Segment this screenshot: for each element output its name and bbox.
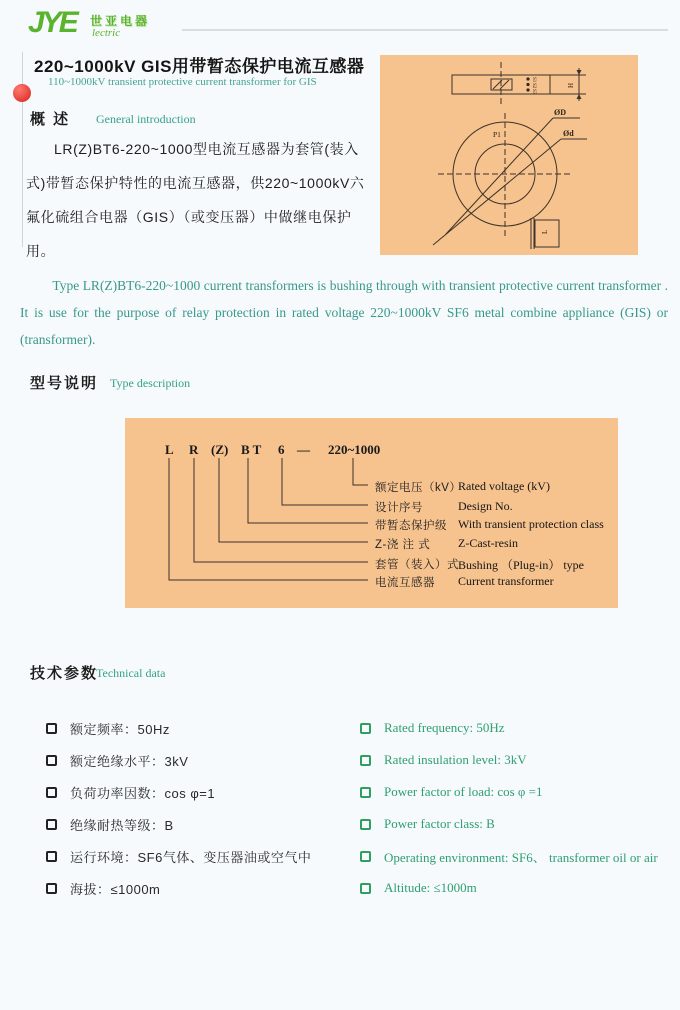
company-logo <box>28 6 198 46</box>
tech-text: Power factor of load: cos φ =1 <box>384 784 543 799</box>
model-token-l: L <box>165 442 174 457</box>
tech-item-cn-power-factor <box>46 776 346 808</box>
type-label-en-current-transformer: Current transformer <box>458 574 554 588</box>
model-token-dash: — <box>297 442 310 457</box>
section-tech-title-cn: 技术参数 <box>30 665 99 682</box>
checkbox-icon <box>360 851 371 862</box>
tech-text: Rated frequency: 50Hz <box>384 720 505 735</box>
section-tech-title-en: Technical data <box>96 666 166 680</box>
terminal-label-s2: S2 <box>531 83 536 89</box>
tech-text: 额定频率：50Hz <box>70 721 170 737</box>
tech-text: Power factor class: B <box>384 816 495 831</box>
checkbox-icon <box>46 723 57 734</box>
tech-text: 海拔：≤1000m <box>70 881 161 897</box>
type-designation-panel <box>125 418 618 608</box>
type-label-cn-bushing: 套管（装入）式 <box>375 559 459 571</box>
type-label-en-transient-class: With transient protection class <box>458 517 604 531</box>
tech-item-en-altitude <box>360 872 675 904</box>
tech-text: Altitude: ≤1000m <box>384 880 477 895</box>
logo-script-text: lectric <box>92 27 121 39</box>
logo-mark: JYE <box>28 6 76 39</box>
checkbox-icon <box>46 755 57 766</box>
checkbox-icon <box>46 851 57 862</box>
page-title: 220~1000kV GIS用带暂态保护电流互感器 <box>34 57 365 76</box>
intro-paragraph-cn: LR(Z)BT6-220~1000型电流互感器为套管(装入式)带暂态保护特性的电流互感器，供220~1000kV六氟化硫组合电器（GIS）（或变压器）中做继电保护用。 <box>26 141 365 259</box>
type-label-en-design-no: Design No. <box>458 499 513 513</box>
tech-item-en-insulation <box>360 744 675 776</box>
checkbox-icon <box>46 787 57 798</box>
type-label-en-rated-voltage: Rated voltage (kV) <box>458 479 550 493</box>
length-dimension-label: L <box>541 229 549 234</box>
section-intro-title-en: General introduction <box>96 112 196 126</box>
type-label-cn-current-transformer: 电流互感器 <box>375 577 435 589</box>
model-token-6: 6 <box>278 442 285 457</box>
checkbox-icon <box>360 883 371 894</box>
red-bullet-marker <box>13 84 31 102</box>
header-divider <box>182 29 668 31</box>
height-dimension-label: H <box>567 82 575 88</box>
tech-item-cn-frequency <box>46 712 346 744</box>
tech-item-cn-insulation <box>46 744 346 776</box>
tech-list-cn <box>46 712 346 904</box>
tech-text: Operating environment: SF6、 transformer oil or air <box>384 849 658 865</box>
intro-paragraph-en: Type LR(Z)BT6-220~1000 current transformers is bushing through with transient protective current transformer . It is use for the purpose of relay protection in rated voltage 220~1000kV SF6 metal combine appliance (GIS) or (transformer). <box>20 278 668 347</box>
checkbox-icon <box>360 755 371 766</box>
inner-diameter-label: Ød <box>563 129 574 138</box>
tech-text: 负荷功率因数：cos φ=1 <box>70 785 216 801</box>
checkbox-icon <box>360 787 371 798</box>
tech-item-cn-altitude <box>46 872 346 904</box>
tech-item-cn-heat-class <box>46 808 346 840</box>
model-token-z: (Z) <box>211 442 229 457</box>
section-type-title-en: Type description <box>110 376 191 390</box>
tech-item-cn-environment <box>46 840 346 872</box>
tech-text: 额定绝缘水平：3kV <box>70 753 189 769</box>
product-outline-drawing <box>380 55 638 255</box>
type-label-en-bushing: Bushing （Plug-in） type <box>458 558 585 572</box>
type-label-cn-design-no: 设计序号 <box>375 502 423 514</box>
tech-item-en-power-factor <box>360 776 675 808</box>
outer-diameter-label: ØD <box>554 108 566 117</box>
checkbox-icon <box>360 723 371 734</box>
tech-item-en-frequency <box>360 712 675 744</box>
type-label-cn-rated-voltage: 额定电压（kV） <box>375 482 462 494</box>
checkbox-icon <box>46 819 57 830</box>
logo-chinese-text: 世亚电器 <box>90 14 151 28</box>
tech-text: 绝缘耐热等级：B <box>70 817 174 833</box>
terminal-label-s1: S1 <box>531 77 536 83</box>
model-token-r: R <box>189 442 199 457</box>
tech-text: 运行环境：SF6气体、变压器油或空气中 <box>70 849 312 865</box>
model-token-voltage: 220~1000 <box>328 442 381 457</box>
tech-item-en-environment <box>360 840 675 872</box>
p1-terminal-label: P1 <box>493 130 501 139</box>
type-label-cn-transient-class: 带暂态保护级 <box>375 520 447 532</box>
left-margin-rule <box>22 52 23 247</box>
type-label-en-cast-resin: Z-Cast-resin <box>458 536 518 550</box>
tech-text: Rated insulation level: 3kV <box>384 752 527 767</box>
tech-item-en-class <box>360 808 675 840</box>
section-type-title-cn: 型号说明 <box>30 375 99 392</box>
model-token-bt: B T <box>241 442 262 457</box>
checkbox-icon <box>360 819 371 830</box>
terminal-label-s3: S3 <box>531 89 536 95</box>
checkbox-icon <box>46 883 57 894</box>
outline-drawing-panel <box>380 55 638 255</box>
section-intro-title-cn: 概 述 <box>30 111 71 128</box>
type-label-cn-cast-resin: Z-浇 注 式 <box>375 539 431 551</box>
page-subtitle: 110~1000kV transient protective current transformer for GIS <box>48 76 317 88</box>
tech-list-en <box>360 712 675 904</box>
